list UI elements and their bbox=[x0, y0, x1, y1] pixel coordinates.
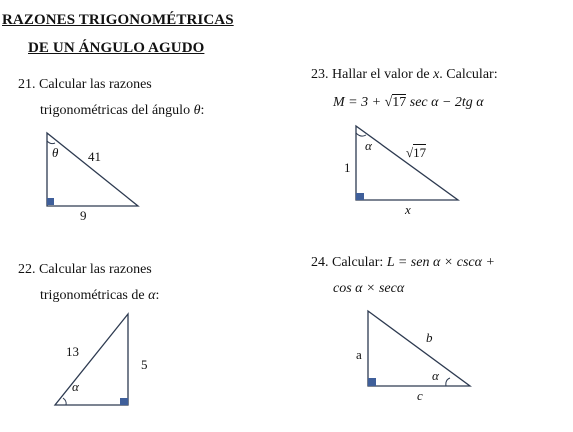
problem-21-text2: trigonométricas del ángulo bbox=[40, 103, 191, 118]
right-angle-marker bbox=[120, 398, 128, 405]
triangle-21 bbox=[40, 128, 190, 228]
problem-23-text: Hallar el valor de bbox=[332, 67, 430, 82]
triangle-23-base-label: x bbox=[405, 202, 411, 217]
problem-23-formula: M = 3 + √17 sec α − 2tg α bbox=[333, 95, 484, 110]
problem-22-line2 bbox=[40, 288, 159, 304]
right-angle-marker bbox=[47, 198, 54, 205]
triangle-23-angle-label: α bbox=[365, 138, 372, 153]
problem-24-formula-line1: L = sen α × cscα + bbox=[386, 255, 495, 270]
problem-21-number: 21. bbox=[18, 77, 36, 92]
triangle-24-side-b-label: b bbox=[426, 330, 433, 345]
formula-23-lhs: M = 3 + bbox=[333, 95, 385, 110]
triangle-23-side-label: 1 bbox=[344, 160, 351, 175]
problem-22-angle: α bbox=[148, 288, 156, 303]
problem-21-line2 bbox=[40, 103, 204, 119]
problem-24-formula-line2: cos α × secα bbox=[333, 281, 405, 296]
triangle-23-hypotenuse-root: 17 bbox=[413, 145, 427, 160]
page-title-line2: DE UN ÁNGULO AGUDO bbox=[28, 40, 205, 56]
page-title-line1: RAZONES TRIGONOMÉTRICAS bbox=[2, 12, 234, 28]
right-angle-marker bbox=[368, 378, 376, 386]
triangle-21-hypotenuse-label: 41 bbox=[88, 149, 101, 164]
problem-21-angle: θ bbox=[193, 103, 201, 118]
problem-22-text: Calcular las razones bbox=[39, 262, 152, 277]
problem-22-line1 bbox=[18, 262, 152, 278]
problem-21-text: Calcular las razones bbox=[39, 77, 152, 92]
triangle-24 bbox=[364, 308, 484, 398]
triangle-22-side-label: 5 bbox=[141, 357, 148, 372]
triangle-24-angle-label: α bbox=[432, 368, 439, 383]
problem-23-line1 bbox=[311, 67, 498, 83]
triangle-22-hypotenuse-label: 13 bbox=[66, 344, 79, 359]
problem-23-text-end: . Calcular: bbox=[439, 67, 498, 82]
problem-21-line1 bbox=[18, 77, 152, 93]
right-angle-marker bbox=[356, 193, 364, 200]
problem-22-colon: : bbox=[155, 288, 160, 303]
triangle-21-angle-label: θ bbox=[52, 145, 59, 160]
problem-24-number: 24. bbox=[311, 255, 329, 270]
triangle-23-hypotenuse-label: √17 bbox=[406, 145, 427, 160]
triangle-24-base-c-label: c bbox=[417, 388, 423, 403]
problem-22-number: 22. bbox=[18, 262, 36, 277]
triangle-22 bbox=[50, 310, 170, 420]
problem-24-line1 bbox=[311, 255, 495, 271]
formula-23-root: 17 bbox=[392, 95, 407, 110]
triangle-21-base-label: 9 bbox=[80, 208, 87, 223]
triangle-23 bbox=[352, 122, 472, 207]
problem-22-text2: trigonométricas de bbox=[40, 288, 145, 303]
problem-23-variable: x bbox=[433, 67, 440, 82]
problem-24-text: Calcular: bbox=[332, 255, 384, 270]
formula-23-rest: sec α − 2tg α bbox=[406, 95, 484, 110]
problem-21-colon: : bbox=[200, 103, 205, 118]
problem-23-number: 23. bbox=[311, 67, 329, 82]
triangle-22-angle-label: α bbox=[72, 379, 79, 394]
triangle-24-side-a-label: a bbox=[356, 347, 362, 362]
